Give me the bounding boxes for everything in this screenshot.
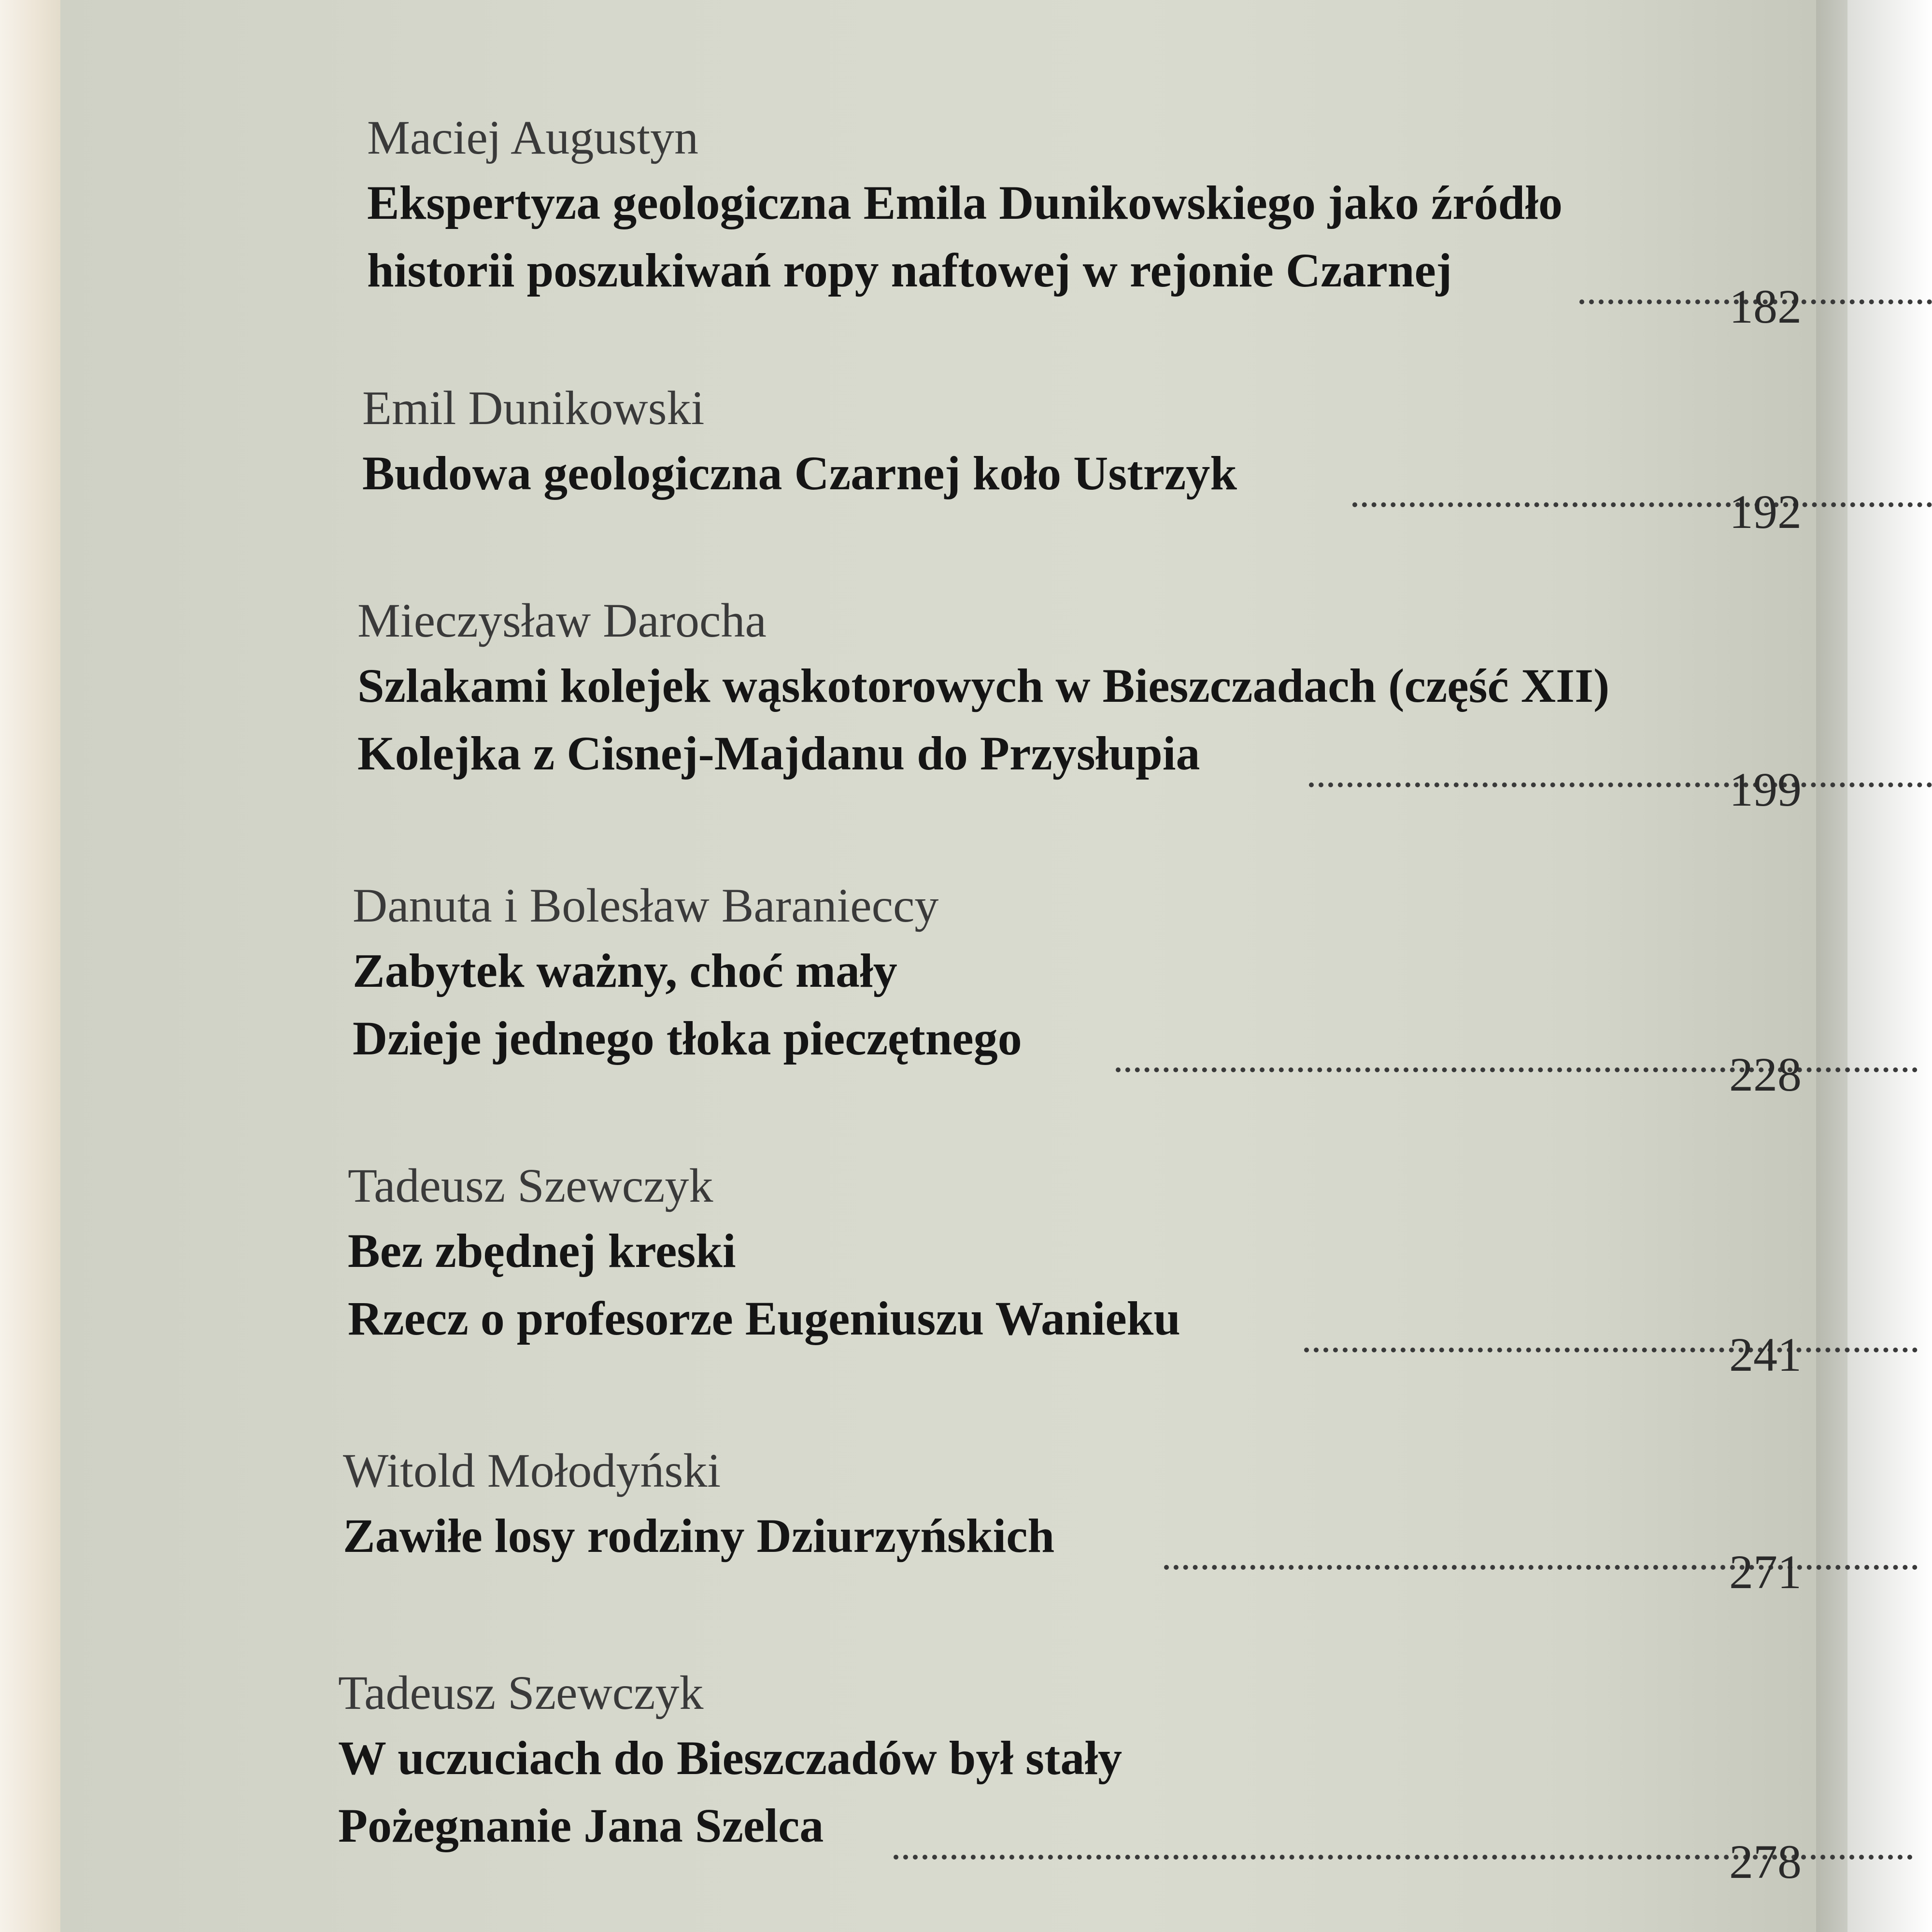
entry-page-number: 278	[1729, 1835, 1802, 1889]
entry-title-line: Bez zbędnej kreski	[348, 1224, 736, 1278]
entry-title-line: Zawiłe losy rodziny Dziurzyńskich	[343, 1509, 1055, 1563]
entry-author: Tadeusz Szewczyk	[338, 1666, 704, 1719]
entry-title-line: Rzecz o profesorze Eugeniuszu Wanieku	[348, 1292, 1181, 1345]
entry-page-number: 182	[1729, 280, 1802, 333]
entry-title-line: Dzieje jednego tłoka pieczętnego	[353, 1011, 1022, 1065]
entry-title-line: W uczuciach do Bieszczadów był stały	[338, 1731, 1122, 1785]
dot-leader	[1352, 502, 1932, 507]
dot-leader	[1304, 1348, 1918, 1352]
entry-title-line: Budowa geologiczna Czarnej koło Ustrzyk	[362, 446, 1237, 500]
entry-author: Mieczysław Darocha	[357, 594, 767, 647]
entry-title-line: Kolejka z Cisnej-Majdanu do Przysłupia	[357, 726, 1200, 780]
entry-page-number: 192	[1729, 485, 1802, 539]
entry-page-number: 271	[1729, 1545, 1802, 1599]
entry-author: Emil Dunikowski	[362, 381, 705, 435]
entry-title-line: Zabytek ważny, choć mały	[353, 944, 897, 997]
entry-page-number: 199	[1729, 763, 1802, 816]
entry-author: Danuta i Bolesław Baranieccy	[353, 879, 939, 932]
entry-title-line: Ekspertyza geologiczna Emila Dunikowskiego jako źródło	[367, 176, 1563, 229]
entry-author: Tadeusz Szewczyk	[348, 1159, 713, 1212]
entry-title-line: Szlakami kolejek wąskotorowych w Bieszczadach (część XII)	[357, 659, 1610, 712]
entry-author: Maciej Augustyn	[367, 111, 699, 164]
entry-page-number: 241	[1729, 1328, 1802, 1381]
entry-title-line: Pożegnanie Jana Szelca	[338, 1799, 824, 1852]
entry-page-number: 228	[1729, 1048, 1802, 1101]
dot-leader	[1309, 782, 1932, 787]
entry-author: Witold Mołodyński	[343, 1444, 721, 1497]
dot-leader	[1164, 1565, 1918, 1570]
entry-title-line: historii poszukiwań ropy naftowej w rejonie Czarnej	[367, 243, 1452, 297]
